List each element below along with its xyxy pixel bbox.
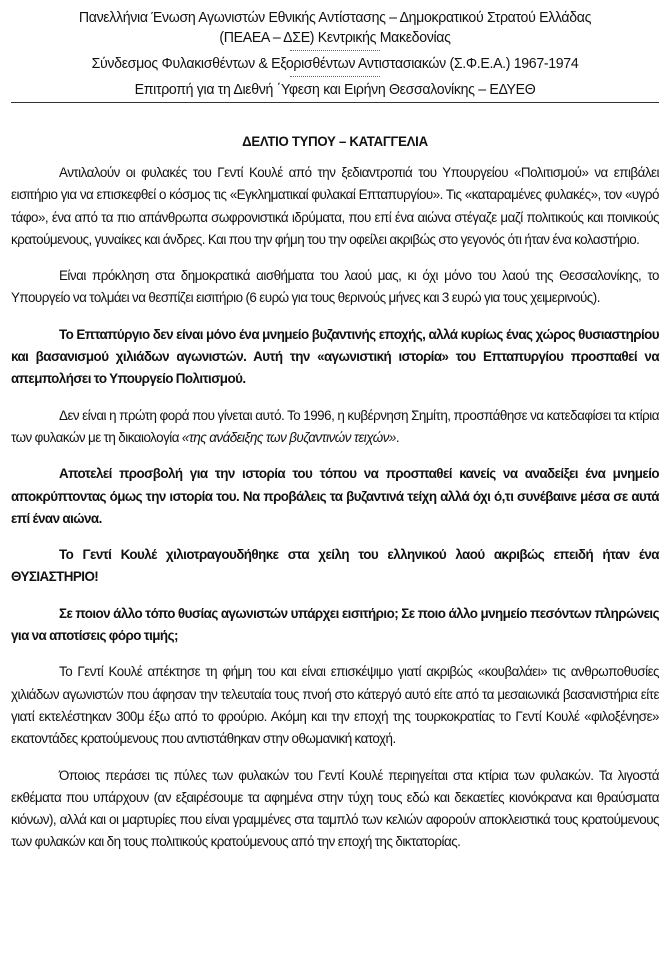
- paragraph-3-bold: Το Επταπύργιο δεν είναι μόνο ένα μνημείο βυζαντινής εποχής, αλλά κυρίως ένας χώρος θυσιαστηρίου και βασανισμού χιλιάδων αγωνιστών. Αυτή την «αγωνιστική ιστορία» του Επταπυργίου προσπαθεί να απεμπολήσει το Υπουργείο Πολιτισμού.: [11, 326, 659, 387]
- paragraph-2: Είναι πρόκληση στα δημοκρατικά αισθήματα του λαού μας, κι όχι μόνο του λαού της Θεσσαλονίκης, το Υπουργείο να τολμάει να θεσπίζει εισιτήριο (6 ευρώ για τους θερινούς μήνες και 3 ευρώ για τους χειμερινούς).: [11, 268, 659, 306]
- paragraph-9: Όποιος περάσει τις πύλες των φυλακών του Γεντί Κουλέ περιηγείται στα κτίρια των φυλακών. Τα λιγοστά εκθέματα που υπάρχουν (αν εξαιρέσουμε τα αφημένα στην τύχη τους εδώ και δεκαετίες κιονόκρανα και θραύσματα κιόνων), αλλά και οι μαρτυρίες που είναι γραμμένες στα ταμπλό των κελιών αφορούν αποκλειστικά τους κρατούμενους των φυλακών και δη τους πολιτικούς κρατούμενους από την εποχή της δικτατορίας.: [11, 767, 659, 850]
- paragraph-5-bold: Αποτελεί προσβολή για την ιστορία του τόπου να προσπαθεί κανείς να αναδείξει ένα μνημείο αποκρύπτοντας όμως την ιστορία του. Να προβάλεις τα βυζαντινά τείχη αλλά όχι ό,τι συνέβαινε μέσα σε αυτά επί έναν αιώνα.: [11, 466, 659, 526]
- paragraph-1: Αντιλαλούν οι φυλακές του Γεντί Κουλέ από την ξεδιαντροπιά του Υπουργείου «Πολιτισμού» να επιβάλει εισιτήριο για να επισκεφθεί ο κόσμος τις «Εγκληματικαί φυλακαί Επταπυργίου». Τις «καταραμένες φυλακές», τον «υγρό τάφο», ένα από τα πιο απάνθρωπα σωφρονιστικά ιδρύματα, που επί ένα αιώνα στέγαζε μαζί πολιτικούς και ποινικούς κρατούμενους, γυναίκες και άνδρες. Και που την φήμη του την οφείλει ακριβώς στο γεγονός ότι ήταν ένα κολαστήριο.: [11, 165, 659, 247]
- header-org-edyeth: Επιτροπή για τη Διεθνή ΄Υφεση και Ειρήνη Θεσσαλονίκης – ΕΔΥΕΘ: [134, 81, 536, 98]
- paragraph-4-text: Δεν είναι η πρώτη φορά που γίνεται αυτό. Το 1996, η κυβέρνηση Σημίτη, προσπάθησε να κατεδαφίσει τα κτίρια των φυλακών με τη δικαιολογία: [11, 407, 659, 445]
- header-separator: [290, 50, 380, 51]
- paragraph-8: Το Γεντί Κουλέ απέκτησε τη φήμη του και είναι επισκέψιμο γιατί ακριβώς «κουβαλάει» τις ανθρωποθυσίες χιλιάδων αγωνιστών που άφησαν την τελευταία τους πνοή στο κάτεργό αυτό είτε από τα μεσαιωνικά βασανιστήρια είτε γιατί εκτελέστηκαν 300μ έξω από το φρούριο. Ακόμη και την εποχή της τουρκοκρατίας το Γεντί Κουλέ «φιλοξένησε» εκατοντάδες κρατούμενους που αντιστάθηκαν στην οθωμανική κατοχή.: [11, 664, 659, 747]
- header-separator: [290, 76, 380, 77]
- document-title: ΔΕΛΤΙΟ ΤΥΠΟΥ – ΚΑΤΑΓΓΕΛΙΑ: [242, 134, 428, 150]
- header-rule: [11, 102, 659, 103]
- press-release-page: [11, 0, 659, 854]
- header-org-sfea: Σύνδεσμος Φυλακισθέντων & Εξορισθέντων Αντιστασιακών (Σ.Φ.Ε.Α.) 1967-1974: [91, 55, 579, 72]
- paragraph-4: [11, 405, 659, 450]
- paragraph-7-bold: Σε ποιον άλλο τόπο θυσίας αγωνιστών υπάρχει εισιτήριο; Σε ποιο άλλο μνημείο πεσόντων πληρώνεις για να αποτίσεις φόρο τιμής;: [11, 605, 659, 644]
- header-org-peaea-line1: Πανελλήνια Ένωση Αγωνιστών Εθνικής Αντίστασης – Δημοκρατικού Στρατού Ελλάδας: [78, 9, 592, 26]
- paragraph-4-end: .: [395, 429, 400, 445]
- paragraph-6-bold: Το Γεντί Κουλέ χιλιοτραγουδήθηκε στα χείλη του ελληνικού λαού ακριβώς επειδή ήταν ένα ΘΥΣΙΑΣΤΗΡΙΟ!: [11, 547, 659, 585]
- paragraph-4-italic-quote: «της ανάδειξης των βυζαντινών τειχών»: [181, 429, 396, 445]
- header-org-peaea-line2: (ΠΕΑΕΑ – ΔΣΕ) Κεντρικής Μακεδονίας: [219, 29, 451, 46]
